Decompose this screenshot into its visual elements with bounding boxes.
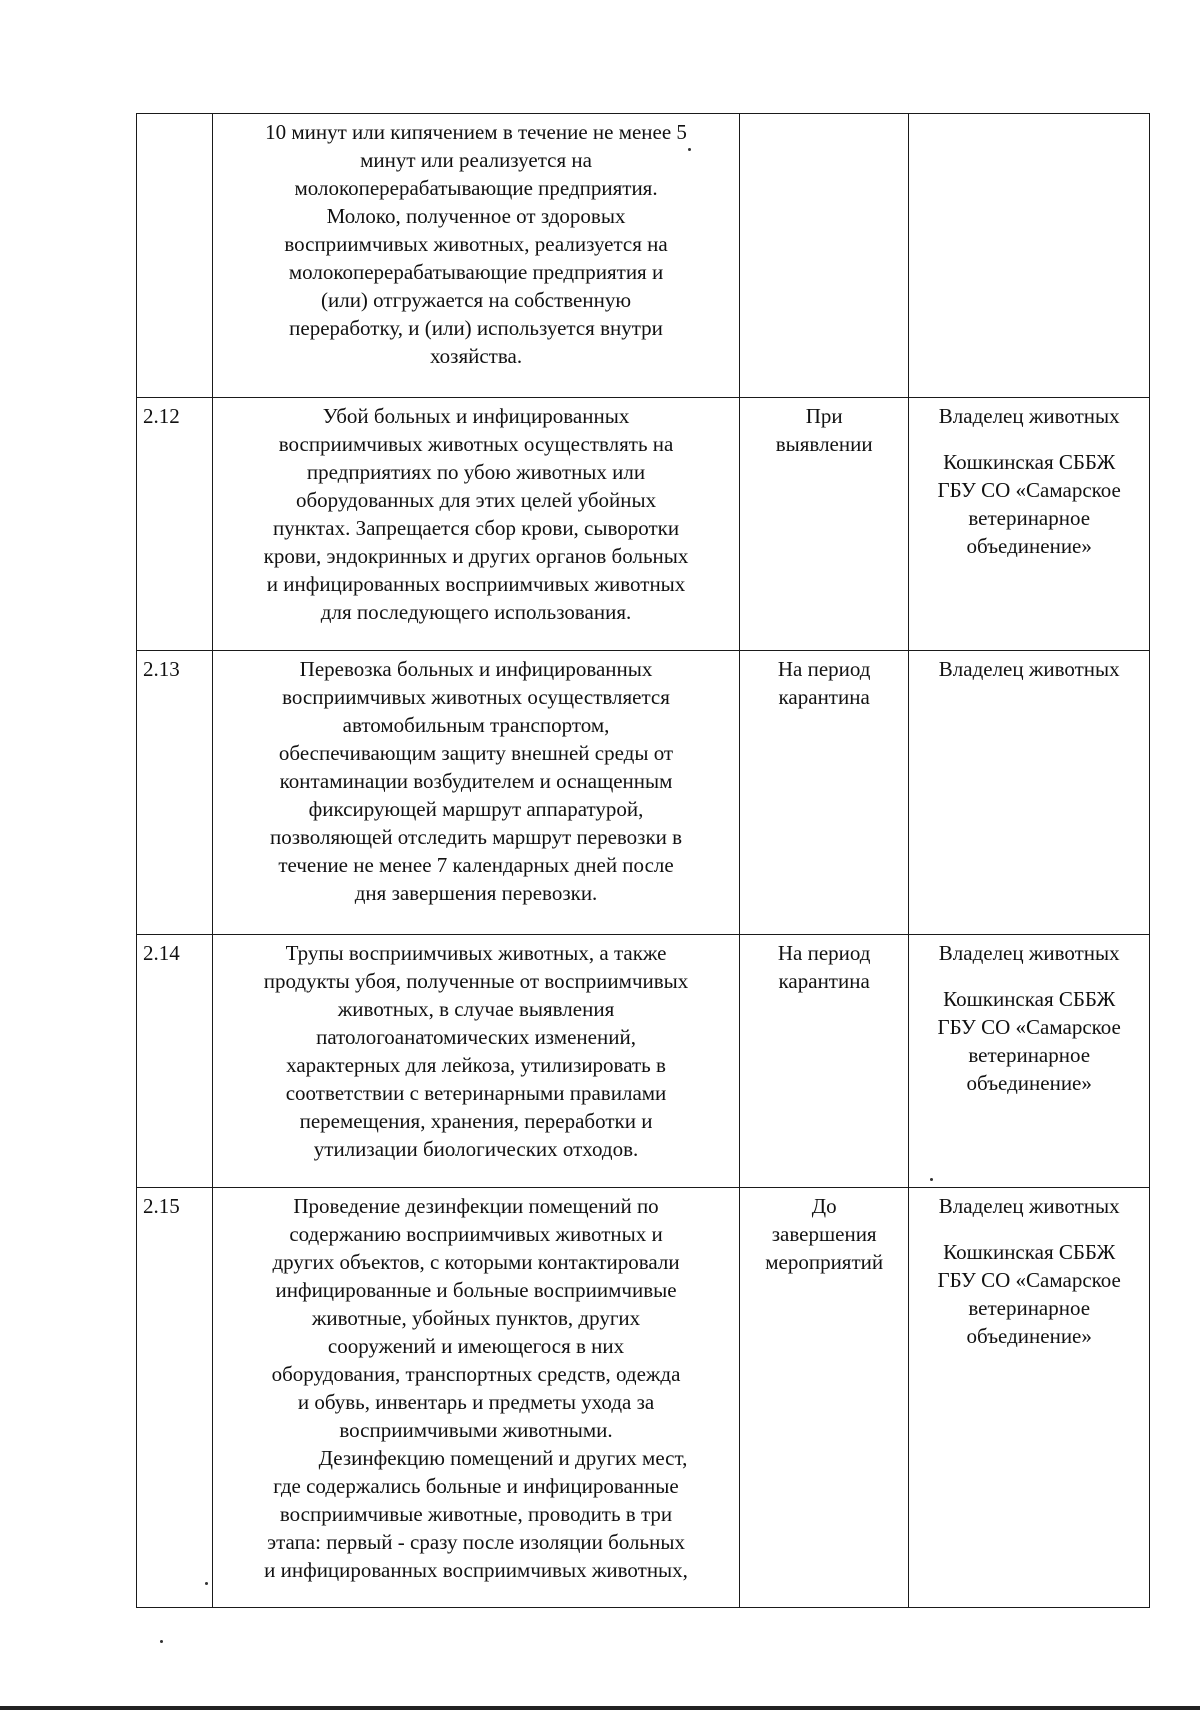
term-line: выявлении <box>775 432 873 456</box>
text-line: Трупы восприимчивых животных, а также <box>285 941 667 965</box>
term-cell <box>739 651 909 935</box>
row-number-cell <box>137 114 213 398</box>
text-line: (или) отгружается на собственную <box>320 288 632 312</box>
text-line: хозяйства. <box>429 344 523 368</box>
text-line: Перевозка больных и инфицированных <box>299 657 653 681</box>
scan-speck <box>160 1640 163 1643</box>
text-line: перемещения, хранения, переработки и <box>299 1109 653 1133</box>
text-line: оборудованных для этих целей убойных <box>295 488 657 512</box>
responsible-cell <box>909 651 1150 935</box>
term-line: На период <box>777 941 871 965</box>
text-line: обеспечивающим защиту внешней среды от <box>278 741 674 765</box>
text-line: животных, в случае выявления <box>337 997 615 1021</box>
text-line: животные, убойных пунктов, других <box>311 1306 641 1330</box>
table-row <box>137 651 1150 935</box>
text-line: патологоанатомических изменений, <box>316 1025 636 1049</box>
station-line: ГБУ СО «Самарское <box>937 1015 1121 1039</box>
text-line: переработку, и (или) используется внутри <box>289 316 663 340</box>
station-line: ГБУ СО «Самарское <box>937 1268 1121 1292</box>
responsible-cell <box>909 935 1150 1188</box>
scan-speck <box>688 148 691 151</box>
scan-speck <box>930 1178 933 1181</box>
text-line: минут или реализуется на <box>360 148 592 172</box>
responsible-cell <box>909 398 1150 651</box>
text-line: для последующего использования. <box>320 600 632 624</box>
station-line: объединение» <box>966 1071 1092 1095</box>
row-number-cell: 2.12 <box>137 398 213 651</box>
station-line: объединение» <box>966 1324 1092 1348</box>
measure-text-cell <box>213 1188 740 1608</box>
station-line: ветеринарное <box>968 506 1091 530</box>
text-line: контаминации возбудителем и оснащенным <box>279 769 673 793</box>
text-line: позволяющей отследить маршрут перевозки в <box>269 825 683 849</box>
responsible-cell <box>909 114 1150 398</box>
station-line: Кошкинская СББЖ <box>943 987 1116 1011</box>
row-number-cell: 2.14 <box>137 935 213 1188</box>
spacer <box>915 1220 1143 1238</box>
text-line: содержанию восприимчивых животных и <box>289 1222 663 1246</box>
owner-label: Владелец животных <box>938 1194 1120 1218</box>
term-line: При <box>805 404 843 428</box>
term-line: завершения <box>771 1222 877 1246</box>
text-line: сооружений и имеющегося в них <box>327 1334 625 1358</box>
text-line: этапа: первый - сразу после изоляции больных <box>267 1530 685 1554</box>
station-line: Кошкинская СББЖ <box>943 1240 1116 1264</box>
text-line: других объектов, с которыми контактировали <box>272 1250 680 1274</box>
text-line: Молоко, полученное от здоровых <box>326 204 626 228</box>
spacer <box>915 430 1143 448</box>
measure-text-cell <box>213 398 740 651</box>
term-line: карантина <box>778 969 870 993</box>
text-line: Убой больных и инфицированных <box>322 404 630 428</box>
measure-text-cell <box>213 935 740 1188</box>
term-cell <box>739 398 909 651</box>
table-row <box>137 1188 1150 1608</box>
term-line: На период <box>777 657 871 681</box>
text-line: 10 минут или кипячением в течение не менее 5 <box>265 120 687 144</box>
text-line: характерных для лейкоза, утилизировать в <box>286 1053 666 1077</box>
measure-text-cell <box>213 651 740 935</box>
text-line: соответствии с ветеринарными правилами <box>285 1081 667 1105</box>
text-line: продукты убоя, полученные от восприимчивых <box>263 969 689 993</box>
station-line: ГБУ СО «Самарское <box>937 478 1121 502</box>
text-line: где содержались больные и инфицированные <box>273 1474 679 1498</box>
text-line: восприимчивые животные, проводить в три <box>279 1502 673 1526</box>
text-line: автомобильным транспортом, <box>342 713 610 737</box>
text-line: и обувь, инвентарь и предметы ухода за <box>297 1390 655 1414</box>
measures-table <box>136 113 1150 1608</box>
text-line: крови, эндокринных и других органов больных <box>263 544 689 568</box>
table-row <box>137 935 1150 1188</box>
text-line: утилизации биологических отходов. <box>313 1137 639 1161</box>
owner-label: Владелец животных <box>938 657 1120 681</box>
text-line: восприимчивых животных, реализуется на <box>284 232 668 256</box>
text-line: инфицированные и больные восприимчивые <box>275 1278 677 1302</box>
term-line: До <box>811 1194 837 1218</box>
station-line: ветеринарное <box>968 1043 1091 1067</box>
spacer <box>915 967 1143 985</box>
text-line: дня завершения перевозки. <box>354 881 598 905</box>
text-line: фиксирующей маршрут аппаратурой, <box>308 797 644 821</box>
term-line: мероприятий <box>765 1250 884 1274</box>
scan-speck <box>205 1582 208 1585</box>
term-cell <box>739 114 909 398</box>
text-line: и инфицированных восприимчивых животных <box>266 572 686 596</box>
text-line: предприятиях по убою животных или <box>306 460 646 484</box>
text-line: Дезинфекцию помещений и других мест, <box>318 1446 688 1470</box>
table-row <box>137 398 1150 651</box>
text-line: течение не менее 7 календарных дней после <box>278 853 674 877</box>
owner-label: Владелец животных <box>938 404 1120 428</box>
responsible-cell <box>909 1188 1150 1608</box>
text-line: восприимчивых животных осуществлять на <box>278 432 674 456</box>
text-line: пунктах. Запрещается сбор крови, сыворотки <box>272 516 680 540</box>
text-line: оборудования, транспортных средств, одежда <box>271 1362 681 1386</box>
row-number-cell: 2.15 <box>137 1188 213 1608</box>
text-line: молокоперерабатывающие предприятия и <box>288 260 664 284</box>
row-number-cell: 2.13 <box>137 651 213 935</box>
text-line: и инфицированных восприимчивых животных, <box>264 1558 688 1582</box>
page-bottom-edge <box>0 1706 1200 1710</box>
table-row <box>137 114 1150 398</box>
term-line: карантина <box>778 685 870 709</box>
term-cell <box>739 935 909 1188</box>
term-cell <box>739 1188 909 1608</box>
station-line: Кошкинская СББЖ <box>943 450 1116 474</box>
text-line: восприимчивыми животными. <box>339 1418 613 1442</box>
owner-label: Владелец животных <box>938 941 1120 965</box>
text-line: восприимчивых животных осуществляется <box>282 685 670 709</box>
station-line: ветеринарное <box>968 1296 1091 1320</box>
station-line: объединение» <box>966 534 1092 558</box>
measure-text-cell <box>213 114 740 398</box>
text-line: Проведение дезинфекции помещений по <box>293 1194 659 1218</box>
text-line: молокоперерабатывающие предприятия. <box>294 176 658 200</box>
